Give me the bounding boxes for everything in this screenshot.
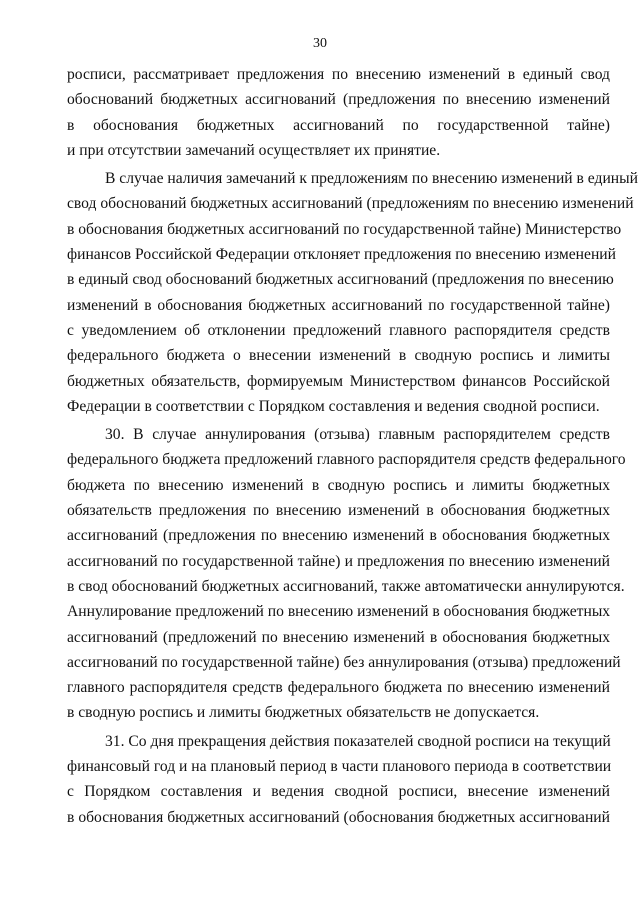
text-line: ассигнований по государственной тайне) без аннулирования (отзыва) предложений bbox=[67, 653, 621, 671]
text-line: 31. Со дня прекращения действия показателей сводной росписи на текущий bbox=[105, 732, 611, 750]
text-line: в обоснования бюджетных ассигнований (обоснования бюджетных ассигнований bbox=[67, 808, 610, 826]
text-line: в свод обоснований бюджетных ассигнований, также автоматически аннулируются. bbox=[67, 577, 625, 595]
paragraph bbox=[67, 729, 610, 830]
text-line: с уведомлением об отклонении предложений главного распорядителя средств bbox=[67, 321, 610, 339]
text-line: росписи, рассматривает предложения по внесению изменений в единый свод bbox=[67, 66, 610, 83]
text-line: и при отсутствии замечаний осуществляет их принятие. bbox=[67, 141, 441, 159]
text-line: бюджетных обязательств, формируемым Министерством финансов Российской bbox=[67, 372, 610, 390]
paragraph bbox=[67, 62, 610, 163]
text-line: финансов Российской Федерации отклоняет предложения по внесению изменений bbox=[67, 246, 616, 264]
text-line: 30. В случае аннулирования (отзыва) главным распорядителем средств bbox=[105, 426, 610, 444]
text-line: свод обоснований бюджетных ассигнований (предложениям по внесению изменений bbox=[67, 195, 634, 213]
page-number: 30 bbox=[313, 36, 327, 51]
text-line: с Порядком составления и ведения сводной росписи, внесение изменений bbox=[67, 783, 610, 801]
text-line: в обоснования бюджетных ассигнований по государственной тайне) Министерство bbox=[67, 220, 622, 238]
text-line: федерального бюджета о внесении изменений в сводную роспись и лимиты bbox=[67, 347, 610, 365]
text-line: главного распорядителя средств федерального бюджета по внесению изменений bbox=[67, 679, 610, 697]
text-line: бюджета по внесению изменений в сводную роспись и лимиты бюджетных bbox=[67, 476, 610, 494]
text-line: обязательств предложения по внесению изменений в обоснования бюджетных bbox=[67, 502, 610, 520]
text-line: в единый свод обоснований бюджетных ассигнований (предложения по внесению bbox=[67, 271, 614, 289]
document-body bbox=[67, 62, 638, 830]
text-line: федерального бюджета предложений главного распорядителя средств федерального bbox=[67, 451, 626, 469]
paragraph bbox=[67, 166, 638, 419]
text-line: ассигнований (предложений по внесению изменений в обоснования бюджетных bbox=[67, 628, 610, 646]
text-line: ассигнований по государственной тайне) и предложения по внесению изменений bbox=[67, 552, 610, 570]
text-line: финансовый год и на плановый период в части планового периода в соответствии bbox=[67, 758, 612, 776]
text-line: изменений в обоснования бюджетных ассигнований по государственной тайне) bbox=[67, 296, 610, 314]
text-line: Федерации в соответствии с Порядком составления и ведения сводной росписи. bbox=[67, 397, 600, 415]
text-line: В случае наличия замечаний к предложениям по внесению изменений в единый bbox=[105, 170, 638, 188]
text-line: Аннулирование предложений по внесению изменений в обоснования бюджетных bbox=[67, 603, 611, 621]
paragraph bbox=[67, 422, 626, 726]
text-line: ассигнований (предложения по внесению изменений в обоснования бюджетных bbox=[67, 527, 610, 545]
text-line: в обоснования бюджетных ассигнований по государственной тайне) bbox=[67, 116, 610, 134]
text-line: в сводную роспись и лимиты бюджетных обязательств не допускается. bbox=[67, 704, 540, 722]
text-line: обоснований бюджетных ассигнований (предложения по внесению изменений bbox=[67, 91, 610, 109]
